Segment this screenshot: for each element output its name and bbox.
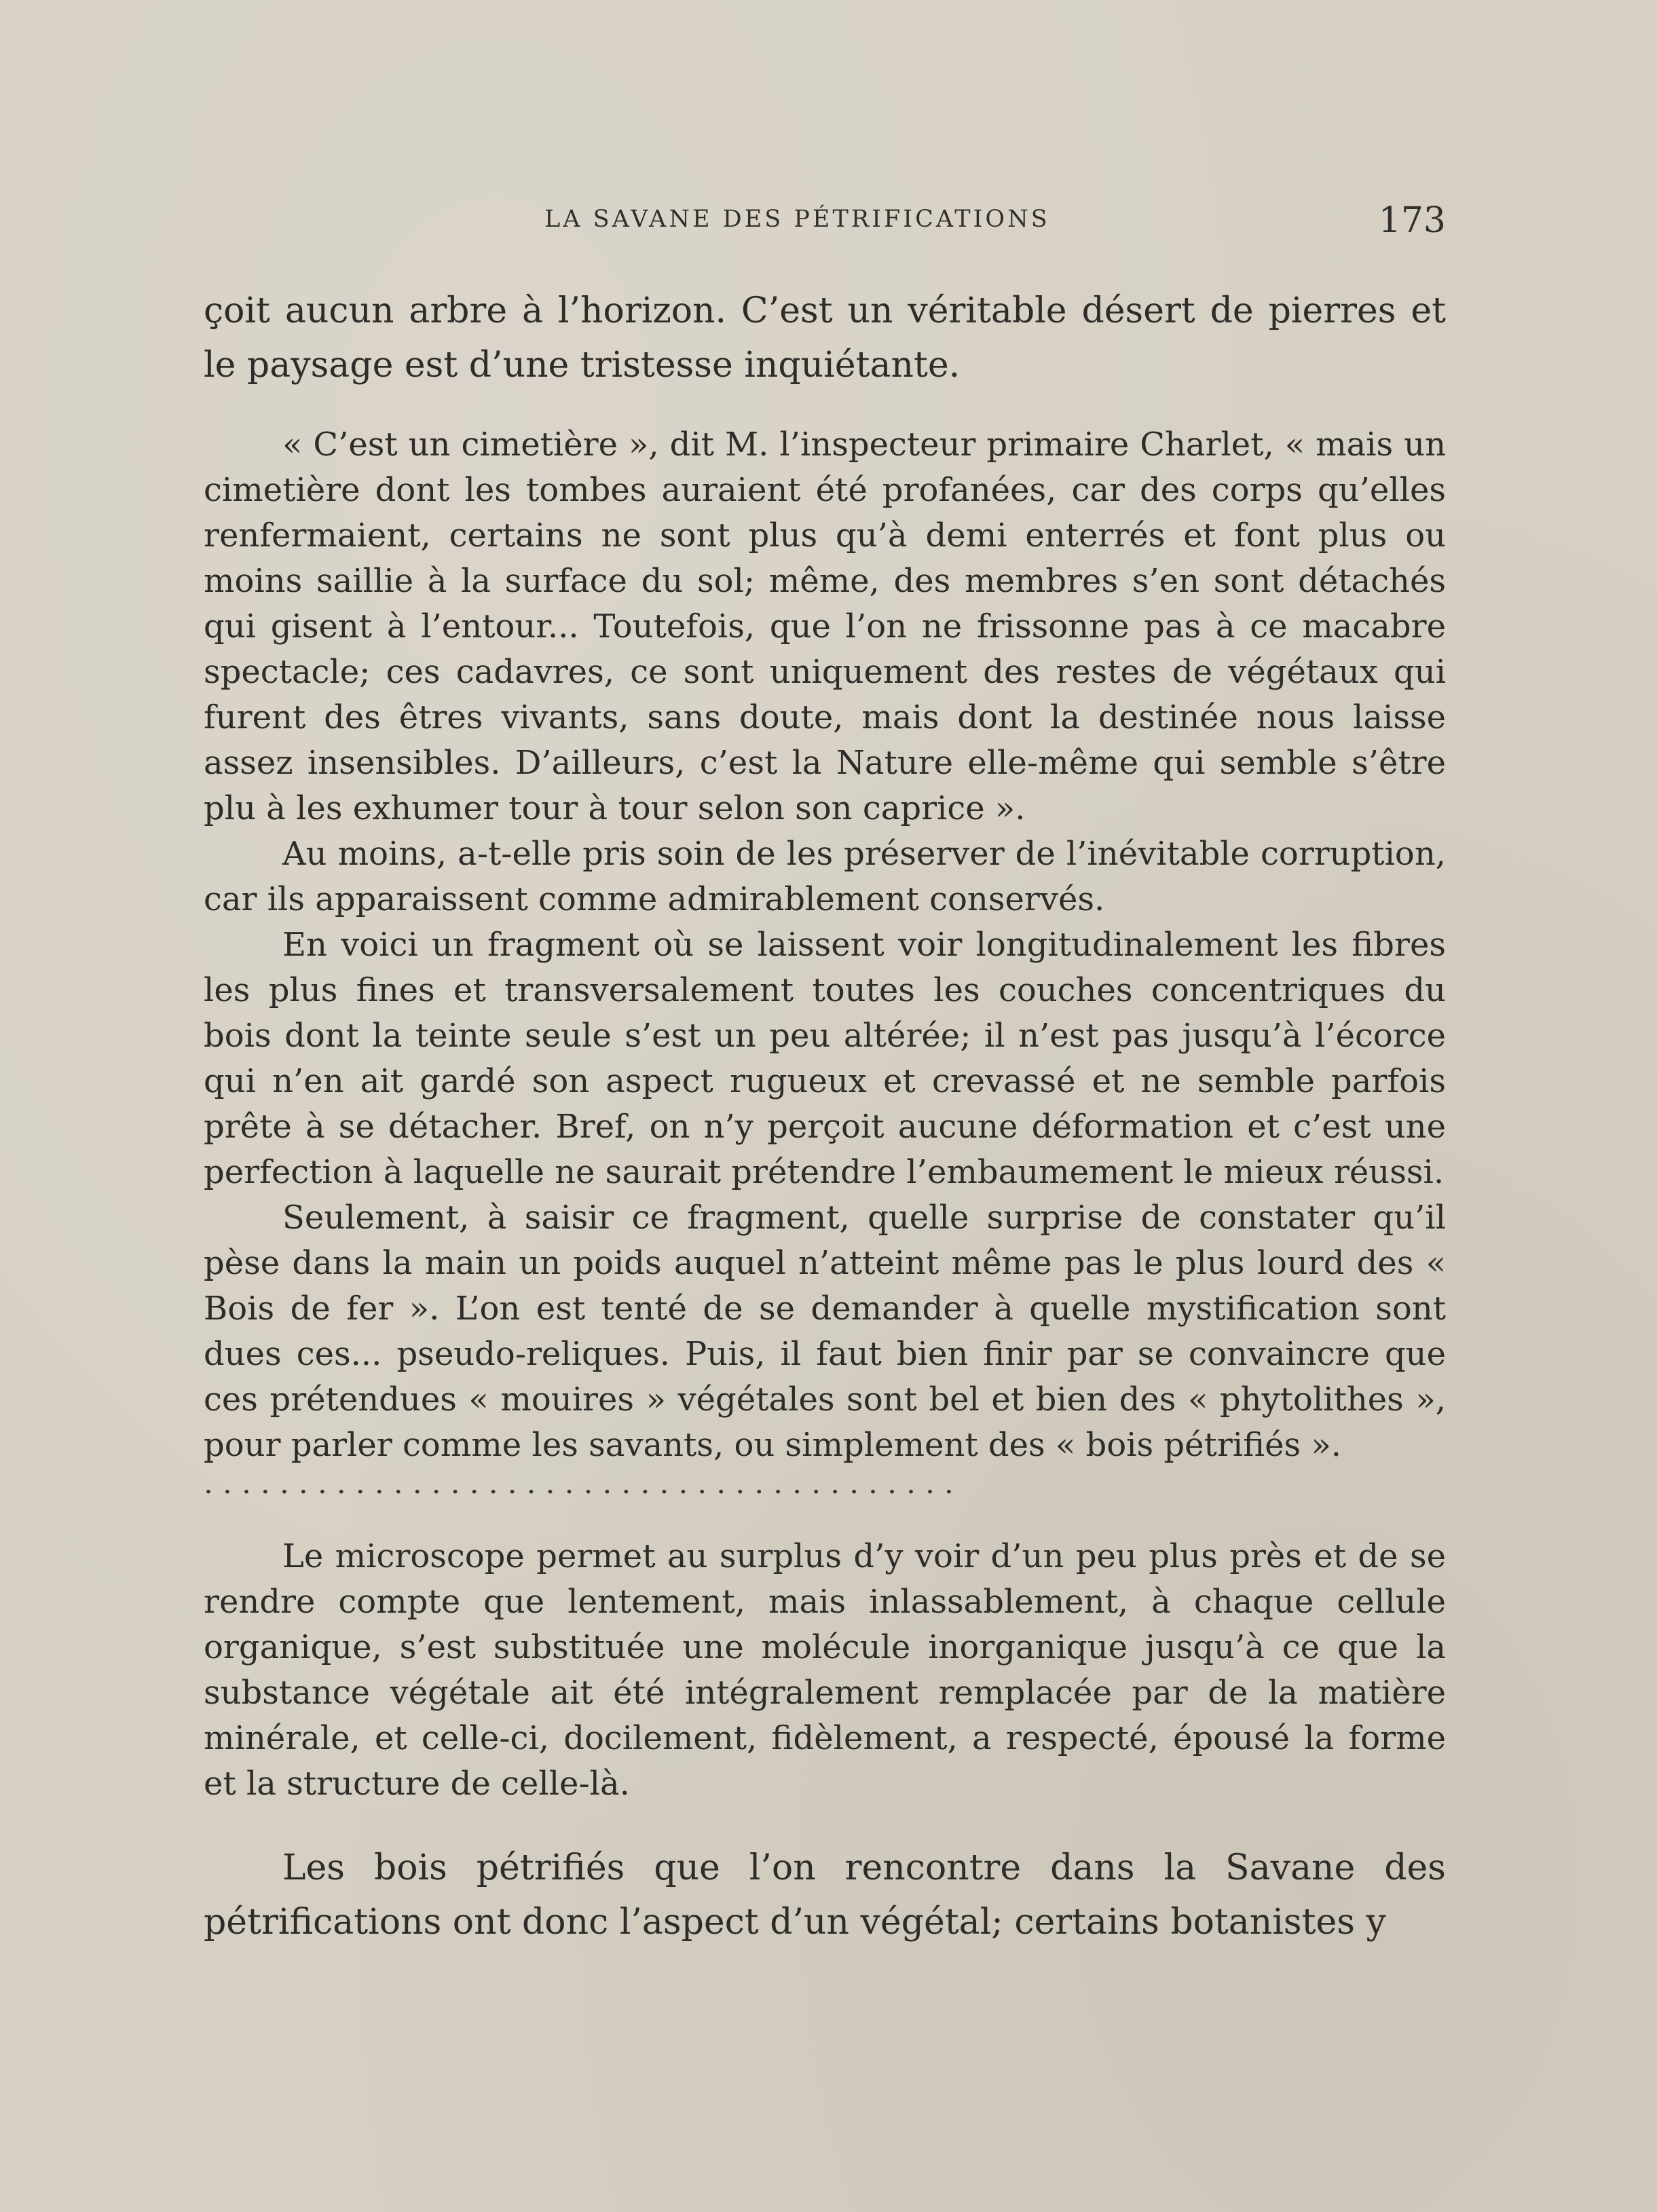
page-number: 173 xyxy=(1378,200,1446,241)
running-head xyxy=(204,200,1446,241)
paragraph-preservation: Au moins, a-t-elle pris soin de les préserver de l’inévitable corruption, car ils apparaissent comme admirablement conservés. xyxy=(204,835,1446,918)
paragraph-quotation: « C’est un cimetière », dit M. l’inspecteur primaire Charlet, « mais un cimetière dont les tombes auraient été profanées, car des corps qu’elles renfermaient, certains ne sont plus qu’à demi enterrés et font plus ou moins saillie à la surface du sol; même, des membres s’en sont détachés qui gisent à l’entour... Toutefois, que l’on ne frissonne pas à ce macabre spectacle; ces cadavres, ce sont uniquement des restes de végétaux qui furent des êtres vivants, sans doute, mais dont la destinée nous laisse assez insensibles. D’ailleurs, c’est la Nature elle-même qui semble s’être plu à les exhumer tour à tour selon son caprice ». xyxy=(204,426,1446,827)
running-title: LA SAVANE DES PÉTRIFICATIONS xyxy=(544,206,1050,233)
microscope-block xyxy=(204,1534,1446,1807)
quotation-block xyxy=(204,422,1446,1468)
continuation-paragraph-block xyxy=(204,284,1446,392)
paragraph-petrified-wood: Les bois pétrifiés que l’on rencontre dans la Savane des pétrifications ont donc l’aspect d’un végétal; certains botanistes y xyxy=(204,1848,1446,1943)
paragraph-continuation: çoit aucun arbre à l’horizon. C’est un véritable désert de pierres et le paysage est d’une tristesse inquiétante. xyxy=(204,290,1446,386)
closing-block xyxy=(204,1841,1446,1949)
paragraph-fragment: En voici un fragment où se laissent voir longitudinalement les fibres les plus fines et transversalement toutes les couches concentriques du bois dont la teinte seule s’est un peu altérée; il n’est pas jusqu’à l’écorce qui n’en ait gardé son aspect rugueux et crevassé et ne semble parfois prête à se détacher. Bref, on n’y perçoit aucune déformation et c’est une perfection à laquelle ne saurait prétendre l’embaumement le mieux réussi. xyxy=(204,926,1446,1191)
paragraph-microscope: Le microscope permet au surplus d’y voir d’un peu plus près et de se rendre compte que lentement, mais inlassablement, à chaque cellule organique, s’est substituée une molécule inorganique jusqu’à ce que la substance végétale ait été intégralement remplacée par de la matière minérale, et celle-ci, docilement, fidèlement, a respecté, épousé la forme et la structure de celle-là. xyxy=(204,1537,1446,1803)
paragraph-weight: Seulement, à saisir ce fragment, quelle surprise de constater qu’il pèse dans la main un poids auquel n’atteint même pas le plus lourd des « Bois de fer ». L’on est tenté de se demander à quelle mystification sont dues ces... pseudo-reliques. Puis, il faut bien finir par se convaincre que ces prétendues « mouires » végétales sont bel et bien des « phytolithes », pour parler comme les savants, ou simplement des « bois pétrifiés ». xyxy=(204,1199,1446,1464)
section-break-dots: . . . . . . . . . . . . . . . . . . . . . . . . . . . . . . . . . . . . . . . . xyxy=(204,1466,954,1501)
